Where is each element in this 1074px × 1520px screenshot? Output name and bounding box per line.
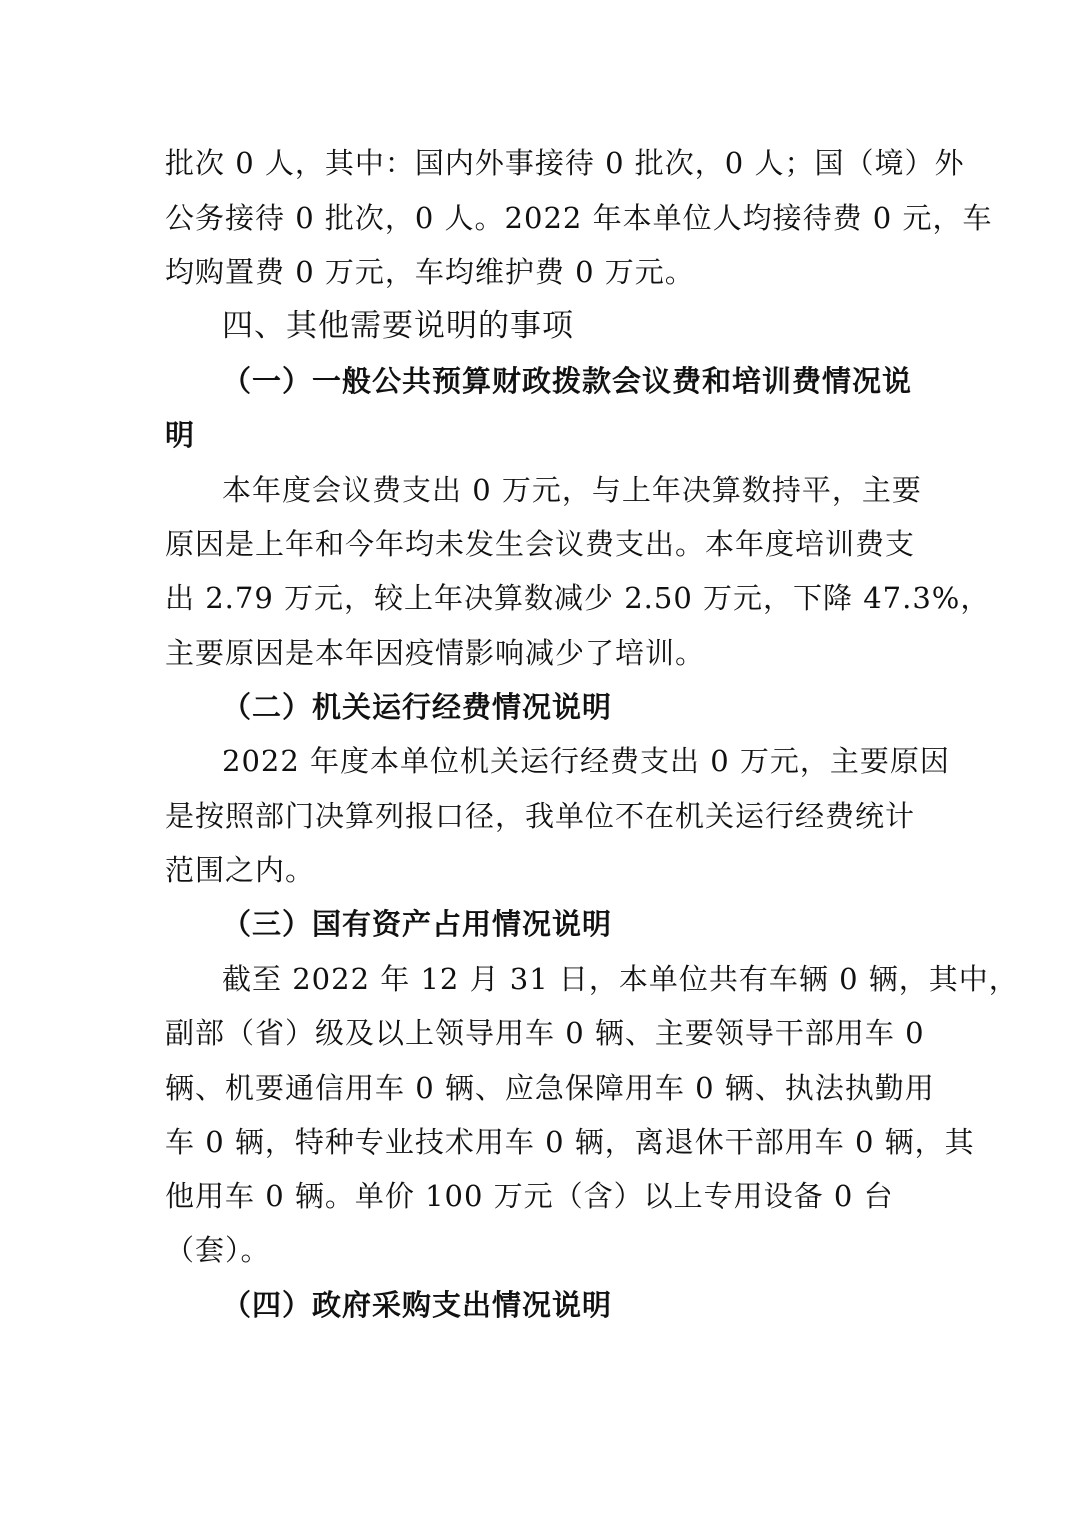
subsection-heading: （四）政府采购支出情况说明 [222, 1288, 613, 1322]
body-text-line: 出 2.79 万元，较上年决算数减少 2.50 万元，下降 47.3%， [165, 581, 991, 615]
subsection-heading: （三）国有资产占用情况说明 [222, 907, 613, 941]
body-text-line: 原因是上年和今年均未发生会议费支出。本年度培训费支 [165, 527, 916, 561]
subsection-heading: （二）机关运行经费情况说明 [222, 690, 613, 724]
body-text-line: 截至 2022 年 12 月 31 日，本单位共有车辆 0 辆，其中， [222, 962, 1019, 996]
subsection-heading: （一）一般公共预算财政拨款会议费和培训费情况说 [222, 364, 913, 398]
body-text-line: 车 0 辆，特种专业技术用车 0 辆，离退休干部用车 0 辆，其 [165, 1125, 975, 1159]
body-text-line: 他用车 0 辆。单价 100 万元（含）以上专用设备 0 台 [165, 1179, 894, 1213]
subsection-heading-continued: 明 [165, 418, 196, 452]
body-text-line: 公务接待 0 批次，0 人。2022 年本单位人均接待费 0 元，车 [165, 201, 993, 235]
body-text-line: 批次 0 人，其中：国内外事接待 0 批次，0 人；国（境）外 [165, 146, 965, 180]
body-text-line: 主要原因是本年因疫情影响减少了培训。 [165, 636, 706, 670]
body-text-line: 本年度会议费支出 0 万元，与上年决算数持平，主要 [222, 473, 922, 507]
section-heading: 四、其他需要说明的事项 [222, 308, 574, 344]
body-text-line: 2022 年度本单位机关运行经费支出 0 万元，主要原因 [222, 744, 950, 778]
body-text-line: 是按照部门决算列报口径，我单位不在机关运行经费统计 [165, 799, 916, 833]
body-text-line: 范围之内。 [165, 853, 316, 887]
body-text-line: （套）。 [165, 1233, 271, 1267]
body-text-line: 辆、机要通信用车 0 辆、应急保障用车 0 辆、执法执勤用 [165, 1071, 935, 1105]
body-text-line: 均购置费 0 万元，车均维护费 0 万元。 [165, 255, 695, 289]
body-text-line: 副部（省）级及以上领导用车 0 辆、主要领导干部用车 0 [165, 1016, 925, 1050]
